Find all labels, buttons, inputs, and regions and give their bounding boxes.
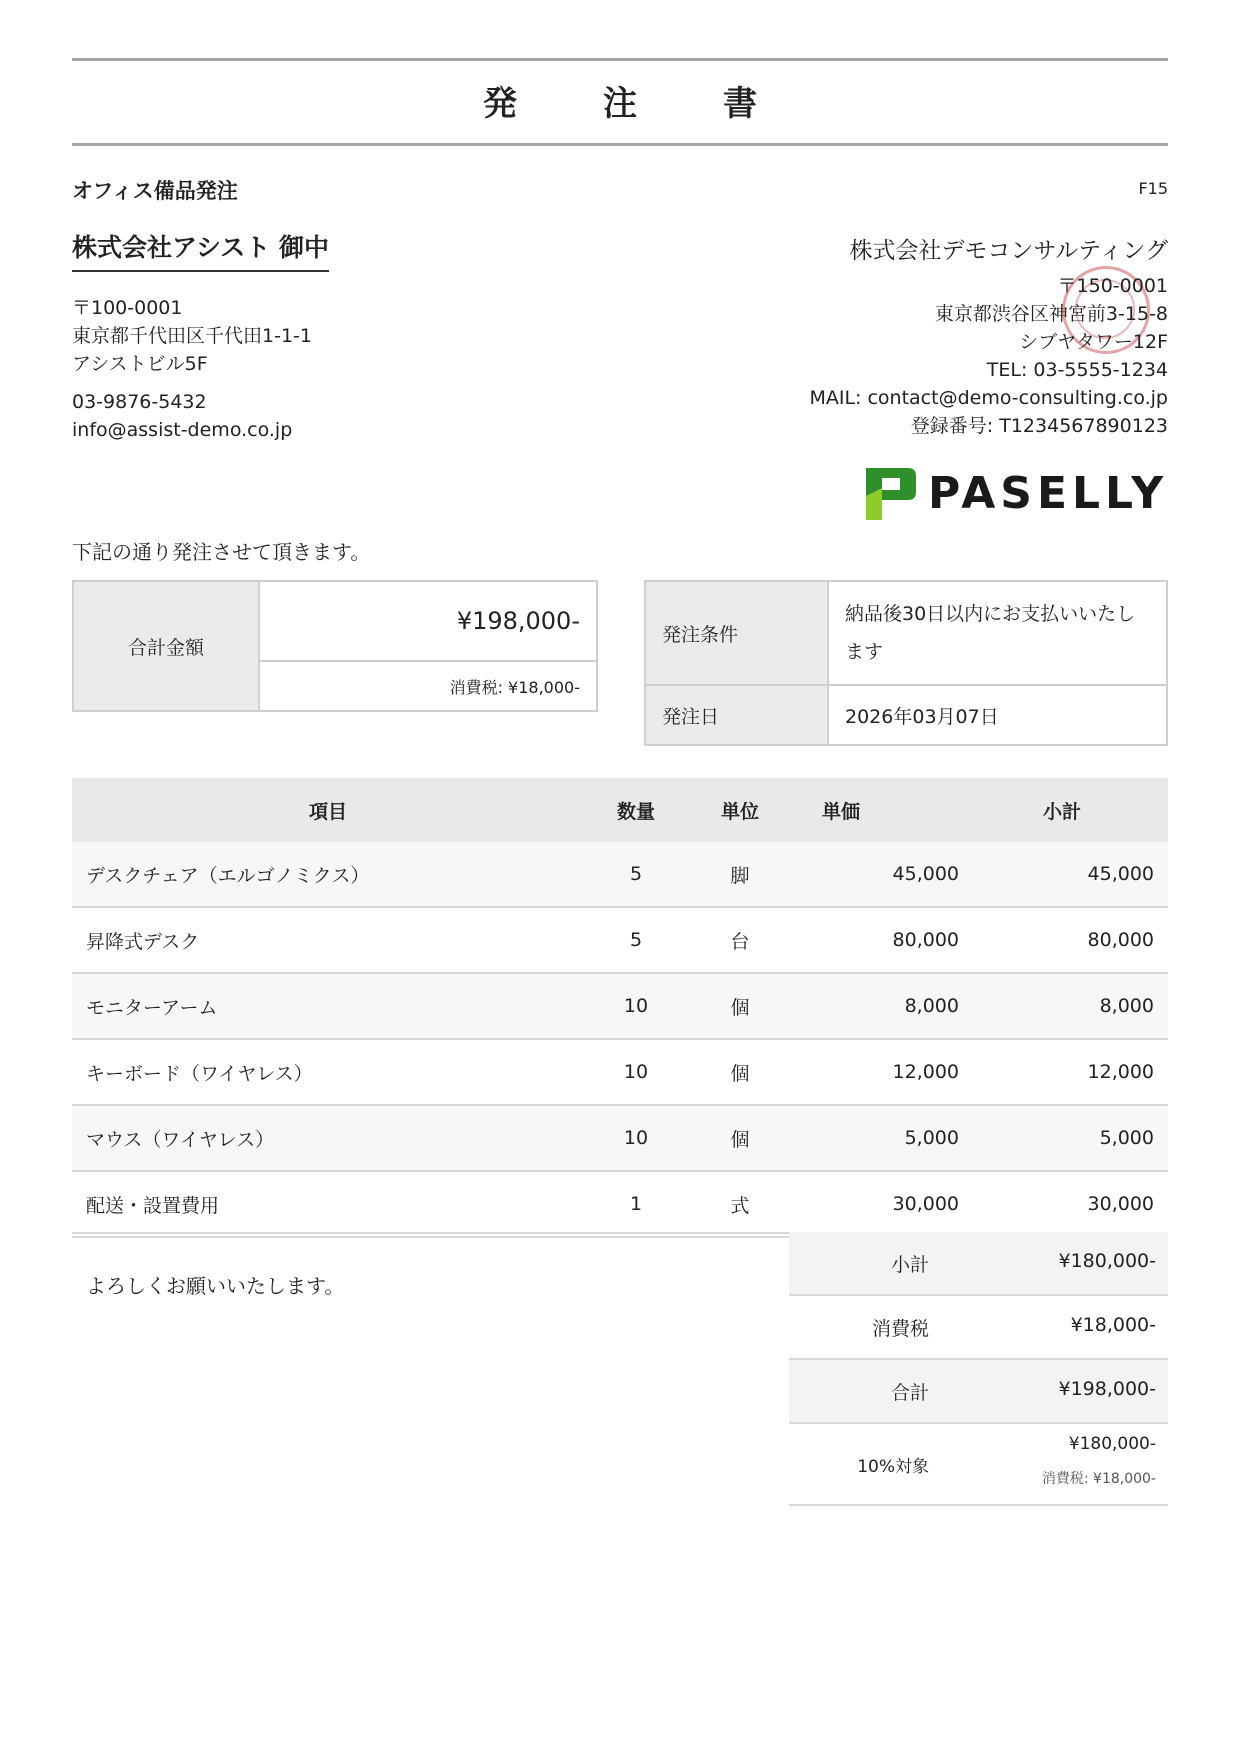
paselly-logo-icon — [856, 462, 920, 526]
tax-rate-label: 10%対象 — [857, 1457, 929, 1477]
paselly-logo-text: PASELLY — [928, 468, 1169, 519]
title-bottom-rule — [72, 143, 1168, 146]
header-unit-price: 単価 — [792, 778, 973, 842]
order-subject: オフィス備品発注 — [72, 179, 238, 203]
grand-total-label: 合計 — [890, 1382, 929, 1404]
client-postal: 〒100-0001 — [72, 297, 183, 319]
header-item: 項目 — [72, 778, 584, 842]
order-date-label: 発注日 — [645, 685, 828, 745]
tax-rate-value: ¥180,000- — [1068, 1434, 1156, 1454]
item-quantity: 10 — [584, 1105, 688, 1171]
total-tax-note: 消費税: ¥18,000- — [259, 661, 597, 711]
item-name: デスクチェア（エルゴノミクス） — [72, 842, 584, 907]
issuer-address-line1: 東京都渋谷区神宮前3-15-8 — [934, 303, 1168, 325]
order-terms-label: 発注条件 — [645, 581, 828, 685]
paselly-logo — [856, 462, 1168, 526]
item-unit: 台 — [688, 907, 792, 973]
item-unit: 脚 — [688, 842, 792, 907]
tax-rate-tax: 消費税: ¥18,000- — [1041, 1471, 1156, 1487]
item-subtotal: 8,000 — [973, 973, 1168, 1039]
item-unit-price: 12,000 — [792, 1039, 973, 1105]
total-amount-box — [72, 580, 598, 712]
client-address-line2: アシストビル5F — [72, 353, 208, 375]
item-subtotal: 30,000 — [973, 1171, 1168, 1237]
item-subtotal: 45,000 — [973, 842, 1168, 907]
grand-total-row — [789, 1360, 1168, 1424]
item-quantity: 1 — [584, 1171, 688, 1237]
table-row — [72, 907, 1168, 973]
client-address-line1: 東京都千代田区千代田1-1-1 — [72, 325, 312, 347]
header-quantity: 数量 — [584, 778, 688, 842]
item-unit-price: 30,000 — [792, 1171, 973, 1237]
item-unit: 個 — [688, 1105, 792, 1171]
item-unit-price: 80,000 — [792, 907, 973, 973]
item-subtotal: 5,000 — [973, 1105, 1168, 1171]
item-name: マウス（ワイヤレス） — [72, 1105, 584, 1171]
item-name: キーボード（ワイヤレス） — [72, 1039, 584, 1105]
item-subtotal: 12,000 — [973, 1039, 1168, 1105]
item-name: モニターアーム — [72, 973, 584, 1039]
items-table — [72, 778, 1168, 1238]
tax-rate-row — [789, 1424, 1168, 1506]
document-number: F15 — [1138, 179, 1168, 198]
item-unit-price: 45,000 — [792, 842, 973, 907]
subtotal-value: ¥180,000- — [1058, 1250, 1156, 1272]
issuer-details — [809, 272, 1168, 440]
title-top-rule — [72, 58, 1168, 61]
order-terms-box — [644, 580, 1168, 746]
item-unit-price: 5,000 — [792, 1105, 973, 1171]
issuer-company-name: 株式会社デモコンサルティング — [849, 238, 1168, 264]
tax-row — [789, 1296, 1168, 1360]
issuer-address-line2: シブヤタワー12F — [1019, 331, 1168, 353]
item-subtotal: 80,000 — [973, 907, 1168, 973]
remarks-divider — [72, 1232, 789, 1234]
item-unit-price: 8,000 — [792, 973, 973, 1039]
intro-text: 下記の通り発注させて頂きます。 — [72, 540, 371, 564]
issuer-postal: 〒150-0001 — [1057, 275, 1168, 297]
header-subtotal: 小計 — [973, 778, 1168, 842]
items-body — [72, 842, 1168, 1237]
item-name: 配送・設置費用 — [72, 1171, 584, 1237]
item-unit: 個 — [688, 1039, 792, 1105]
table-row — [72, 1105, 1168, 1171]
item-quantity: 5 — [584, 842, 688, 907]
items-header-row — [72, 778, 1168, 842]
client-email: info@assist-demo.co.jp — [72, 419, 293, 441]
issuer-tel: TEL: 03-5555-1234 — [986, 359, 1168, 381]
table-row — [72, 1039, 1168, 1105]
table-row — [72, 1171, 1168, 1237]
tax-value: ¥18,000- — [1070, 1314, 1156, 1336]
item-quantity: 5 — [584, 907, 688, 973]
issuer-registration: 登録番号: T1234567890123 — [910, 415, 1168, 437]
remarks-text: よろしくお願いいたします。 — [86, 1274, 345, 1298]
subtotal-row — [789, 1232, 1168, 1296]
item-unit: 式 — [688, 1171, 792, 1237]
grand-total-value: ¥198,000- — [1058, 1378, 1156, 1400]
tax-label: 消費税 — [871, 1318, 929, 1340]
item-quantity: 10 — [584, 973, 688, 1039]
client-phone: 03-9876-5432 — [72, 391, 207, 413]
total-amount-value: ¥198,000- — [259, 581, 597, 661]
document-title: 発 注 書 — [483, 84, 783, 124]
table-row — [72, 973, 1168, 1039]
item-name: 昇降式デスク — [72, 907, 584, 973]
table-row — [72, 842, 1168, 907]
order-date-value: 2026年03月07日 — [828, 685, 1167, 745]
header-unit: 単位 — [688, 778, 792, 842]
issuer-mail: MAIL: contact@demo-consulting.co.jp — [809, 387, 1168, 409]
item-quantity: 10 — [584, 1039, 688, 1105]
client-address — [72, 294, 312, 378]
subtotal-label: 小計 — [890, 1254, 929, 1276]
item-unit: 個 — [688, 973, 792, 1039]
total-amount-label: 合計金額 — [73, 581, 259, 711]
client-contact — [72, 388, 292, 444]
order-terms-value: 納品後30日以内にお支払いいたします — [828, 581, 1167, 685]
client-name: 株式会社アシスト 御中 — [72, 228, 329, 272]
